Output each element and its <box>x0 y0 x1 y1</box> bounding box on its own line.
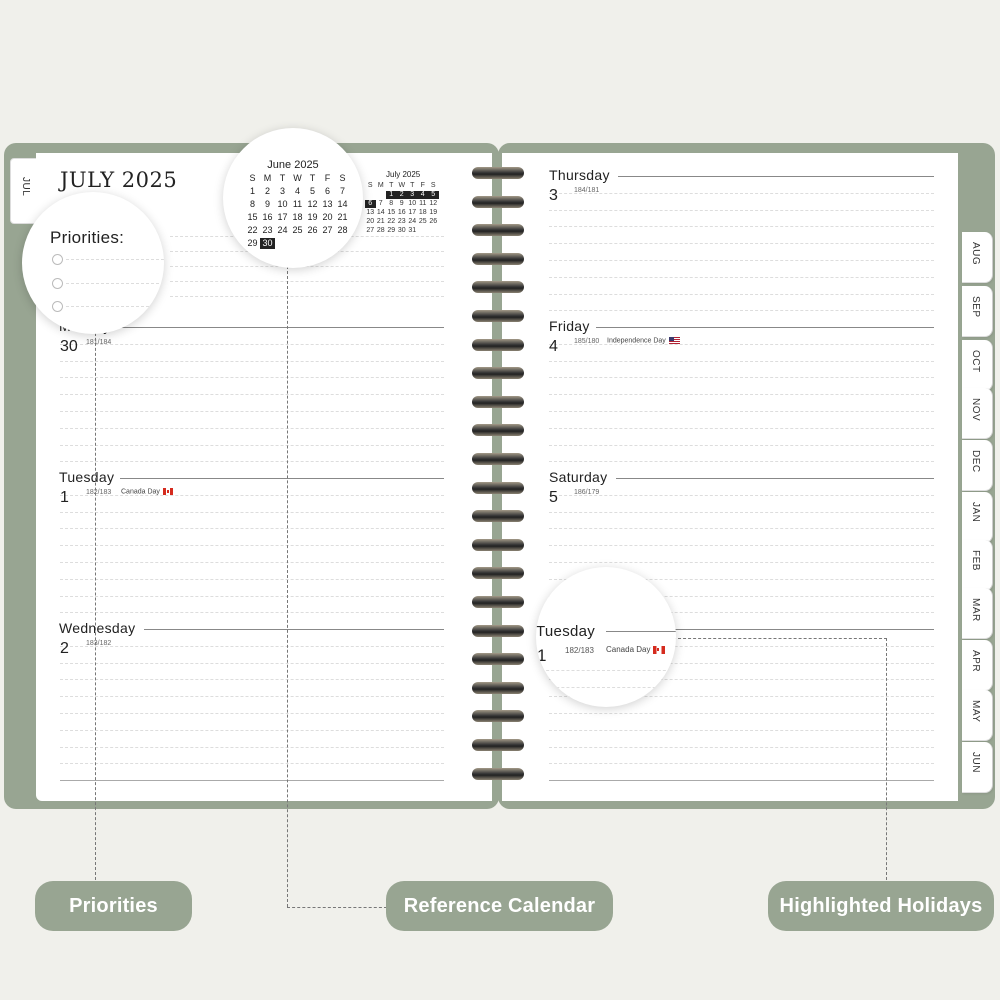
calendar-day: 2 <box>397 191 408 199</box>
calendar-day <box>418 227 429 235</box>
calendar-day: 9 <box>399 200 404 207</box>
calendar-day: 30 <box>260 238 275 249</box>
writing-line <box>549 763 934 764</box>
writing-line <box>549 260 934 261</box>
day-number: 5 <box>549 489 558 506</box>
writing-line <box>549 512 934 513</box>
calendar-day: 16 <box>397 209 406 216</box>
writing-line <box>549 545 934 546</box>
calendar-day: 29 <box>387 227 396 234</box>
month-tab-label: NOV <box>970 398 981 422</box>
writing-line <box>60 528 444 529</box>
writing-line <box>549 210 934 211</box>
writing-line <box>549 730 934 731</box>
day-header-rule <box>144 629 444 630</box>
calendar-day: 29 <box>247 238 258 248</box>
calendar-day <box>305 238 320 249</box>
calendar-connector <box>287 266 288 907</box>
day-name-friday: Friday <box>549 318 594 334</box>
writing-line <box>60 394 444 395</box>
weekday-header: S <box>367 182 373 189</box>
calendar-day: 18 <box>292 212 303 222</box>
priority-line <box>66 283 164 284</box>
writing-line <box>60 596 444 597</box>
month-tab-feb[interactable] <box>962 540 993 591</box>
coil-ring <box>472 167 524 179</box>
calendar-day: 17 <box>277 212 288 222</box>
coil-ring <box>472 682 524 694</box>
writing-line <box>549 428 934 429</box>
day-name-wednesday: Wednesday <box>59 620 139 636</box>
calendar-day: 5 <box>428 191 439 199</box>
coil-ring <box>472 596 524 608</box>
weekday-header: T <box>389 182 394 189</box>
coil-ring <box>472 367 524 379</box>
calendar-day: 25 <box>418 218 427 225</box>
coil-ring <box>472 625 524 637</box>
calendar-day: 26 <box>307 225 318 235</box>
calendar-day: 22 <box>387 218 396 225</box>
writing-line <box>60 461 444 462</box>
month-tab-label: JUL <box>20 177 31 197</box>
calendar-day <box>335 238 350 249</box>
weekday-header: F <box>324 173 331 183</box>
coil-ring <box>472 653 524 665</box>
zoom-day-name: Tuesday <box>536 623 596 640</box>
zoom-line <box>536 670 676 671</box>
writing-line <box>549 226 934 227</box>
page-bottom-rule <box>60 780 444 781</box>
writing-line <box>549 193 934 194</box>
calendar-day <box>320 238 335 249</box>
calendar-day: 20 <box>322 212 333 222</box>
writing-line <box>549 495 934 496</box>
month-tab-jan[interactable] <box>962 492 993 543</box>
month-tab-label: DEC <box>970 450 981 473</box>
writing-line <box>60 696 444 697</box>
day-header-rule <box>616 478 934 479</box>
day-of-year: 185/180 <box>574 338 600 345</box>
writing-line <box>549 747 934 748</box>
coil-ring <box>472 510 524 522</box>
weekday-header: W <box>398 182 406 189</box>
day-number: 1 <box>60 489 69 506</box>
coil-ring <box>472 768 524 780</box>
zoom-day-number: 1 <box>537 646 547 665</box>
coil-ring <box>472 710 524 722</box>
calendar-day: 27 <box>366 227 375 234</box>
calendar-day: 13 <box>366 209 375 216</box>
day-header-rule <box>618 176 934 177</box>
month-tab-label: MAR <box>970 598 981 622</box>
coil-ring <box>472 739 524 751</box>
writing-line <box>60 377 444 378</box>
writing-line <box>549 277 934 278</box>
month-tab-label: OCT <box>970 350 981 373</box>
calendar-day: 11 <box>292 199 303 209</box>
calendar-day: 15 <box>387 209 396 216</box>
calendar-day: 19 <box>307 212 318 222</box>
june-calendar-grid <box>245 173 350 249</box>
holiday-label <box>607 337 680 344</box>
calendar-day: 11 <box>419 200 427 207</box>
calendar-day: 2 <box>264 186 270 196</box>
day-of-year: 181/184 <box>86 339 112 346</box>
calendar-day: 3 <box>279 186 285 196</box>
writing-line <box>60 730 444 731</box>
zoom-day-of-year: 182/183 <box>565 646 594 655</box>
zoom-holiday-label <box>606 645 665 654</box>
holiday-magnifier <box>536 567 676 707</box>
writing-line <box>60 763 444 764</box>
calendar-day: 23 <box>262 225 273 235</box>
writing-line <box>60 495 444 496</box>
mini-calendar-title: July 2025 <box>386 170 421 179</box>
calendar-day: 25 <box>292 225 303 235</box>
weekday-header: S <box>249 173 256 183</box>
priority-line <box>66 259 164 260</box>
calendar-day: 17 <box>408 209 417 216</box>
calendar-day <box>428 227 439 235</box>
calendar-day: 12 <box>307 199 318 209</box>
month-tab-label: AUG <box>970 242 981 266</box>
weekday-header: M <box>263 173 272 183</box>
weekday-header: T <box>309 173 316 183</box>
writing-line <box>549 243 934 244</box>
weekday-header: F <box>420 182 425 189</box>
priorities-connector <box>95 298 96 880</box>
zoom-holiday-text: Canada Day <box>606 645 651 654</box>
coil-ring <box>472 567 524 579</box>
writing-line <box>549 445 934 446</box>
priority-writing-line <box>170 296 444 297</box>
writing-line <box>60 612 444 613</box>
day-name-thursday: Thursday <box>549 167 614 183</box>
priority-checkbox[interactable] <box>52 254 63 265</box>
calendar-day: 5 <box>309 186 315 196</box>
month-tab-dec[interactable] <box>962 440 993 491</box>
calendar-day: 9 <box>264 199 270 209</box>
coil-ring <box>472 424 524 436</box>
calendar-day: 14 <box>376 209 385 216</box>
holiday-connector <box>886 638 887 880</box>
writing-line <box>549 713 934 714</box>
month-title: JULY 2025 <box>60 168 178 192</box>
zoom-day-rule <box>606 631 676 632</box>
writing-line <box>60 747 444 748</box>
day-of-year: 184/181 <box>574 187 600 194</box>
calendar-day: 31 <box>408 227 417 234</box>
month-tab-jun[interactable] <box>962 742 993 793</box>
reference-calendar-magnifier <box>223 128 363 268</box>
calendar-day: 4 <box>418 191 429 199</box>
writing-line <box>60 445 444 446</box>
calendar-day: 6 <box>324 186 330 196</box>
day-number: 2 <box>60 640 69 657</box>
writing-line <box>60 663 444 664</box>
writing-line <box>60 679 444 680</box>
mini-calendar-july <box>365 182 439 235</box>
holiday-connector-horizontal <box>673 638 887 639</box>
calendar-day: 7 <box>378 200 383 207</box>
day-number: 3 <box>549 187 558 204</box>
calendar-day: 28 <box>337 225 348 235</box>
calendar-day: 13 <box>322 199 333 209</box>
calendar-day: 24 <box>408 218 417 225</box>
priority-writing-line <box>170 281 444 282</box>
priority-checkbox[interactable] <box>52 301 63 312</box>
weekday-header: S <box>430 182 436 189</box>
calendar-day: 20 <box>366 218 375 225</box>
calendar-day: 30 <box>397 227 406 234</box>
day-of-year: 183/182 <box>86 640 112 647</box>
coil-ring <box>472 310 524 322</box>
day-name-saturday: Saturday <box>549 469 611 485</box>
calendar-day: 4 <box>294 186 300 196</box>
calendar-day: 6 <box>365 200 376 208</box>
weekday-header: T <box>279 173 286 183</box>
zoom-line <box>536 687 676 688</box>
writing-line <box>60 579 444 580</box>
coil-ring <box>472 396 524 408</box>
calendar-day: 21 <box>376 218 385 225</box>
writing-line <box>60 411 444 412</box>
coil-ring <box>472 196 524 208</box>
calendar-day: 16 <box>262 212 273 222</box>
day-of-year: 182/183 <box>86 489 112 496</box>
calendar-day: 14 <box>337 199 348 209</box>
coil-ring <box>472 281 524 293</box>
calendar-day: 7 <box>339 186 345 196</box>
writing-line <box>60 344 444 345</box>
page-bottom-rule <box>549 780 934 781</box>
calendar-day: 22 <box>247 225 258 235</box>
calendar-day: 8 <box>389 200 394 207</box>
canada-flag-icon <box>163 488 173 495</box>
calendar-day: 26 <box>429 218 438 225</box>
priority-checkbox[interactable] <box>52 278 63 289</box>
priorities-magnifier <box>22 192 164 334</box>
writing-line <box>549 411 934 412</box>
writing-line <box>549 528 934 529</box>
weekday-header: T <box>410 182 415 189</box>
month-tab-label: APR <box>970 650 981 673</box>
writing-line <box>60 512 444 513</box>
calendar-day: 19 <box>429 209 438 216</box>
calendar-day: 10 <box>277 199 288 209</box>
reference-calendar-callout: Reference Calendar <box>386 881 613 931</box>
june-calendar-title: June 2025 <box>267 159 319 171</box>
calendar-day: 1 <box>386 191 397 199</box>
us-flag-icon <box>669 337 680 344</box>
calendar-day: 1 <box>249 186 255 196</box>
month-tab-may[interactable] <box>962 690 993 741</box>
priorities-label: Priorities: <box>50 228 125 247</box>
calendar-day: 21 <box>337 212 348 222</box>
calendar-day: 23 <box>397 218 406 225</box>
weekday-header: M <box>377 182 384 189</box>
coil-ring <box>472 539 524 551</box>
day-number: 30 <box>60 338 78 355</box>
holiday-text: Canada Day <box>121 488 160 496</box>
month-tab-mar[interactable] <box>962 588 993 639</box>
writing-line <box>60 361 444 362</box>
day-header-rule <box>118 327 444 328</box>
calendar-day: 18 <box>418 209 427 216</box>
month-tab-label: JUN <box>970 752 981 773</box>
highlighted-holidays-callout: Highlighted Holidays <box>768 881 994 931</box>
calendar-day: 28 <box>376 227 385 234</box>
writing-line <box>549 377 934 378</box>
calendar-day <box>376 191 387 199</box>
day-of-year: 186/179 <box>574 489 600 496</box>
holiday-label <box>121 488 173 495</box>
weekday-header: W <box>293 173 302 183</box>
writing-line <box>60 646 444 647</box>
month-tab-nov[interactable] <box>962 388 993 439</box>
coil-ring <box>472 453 524 465</box>
calendar-day: 24 <box>277 225 288 235</box>
writing-line <box>549 294 934 295</box>
month-tab-apr[interactable] <box>962 640 993 691</box>
day-header-rule <box>596 327 934 328</box>
calendar-day <box>365 191 376 199</box>
month-tab-oct[interactable] <box>962 340 993 391</box>
holiday-text: Independence Day <box>607 337 666 345</box>
coil-ring <box>472 224 524 236</box>
priority-line <box>66 306 164 307</box>
calendar-day: 15 <box>247 212 258 222</box>
priorities-callout: Priorities <box>35 881 192 931</box>
day-header-rule <box>120 478 444 479</box>
coil-ring <box>472 482 524 494</box>
writing-line <box>549 394 934 395</box>
writing-line <box>60 713 444 714</box>
writing-line <box>549 361 934 362</box>
weekday-header: S <box>339 173 346 183</box>
calendar-day: 27 <box>322 225 333 235</box>
writing-line <box>549 562 934 563</box>
calendar-day: 10 <box>408 200 417 207</box>
month-tab-label: JAN <box>970 502 981 523</box>
calendar-day: 8 <box>249 199 255 209</box>
calendar-day: 12 <box>429 200 438 207</box>
calendar-day <box>275 238 290 249</box>
month-tab-label: FEB <box>970 550 981 571</box>
calendar-day: 3 <box>407 191 418 199</box>
month-tab-label: SEP <box>970 296 981 318</box>
writing-line <box>60 545 444 546</box>
writing-line <box>60 562 444 563</box>
month-tab-sep[interactable] <box>962 286 993 337</box>
month-tab-label: MAY <box>970 700 981 723</box>
writing-line <box>60 428 444 429</box>
calendar-connector-horizontal <box>287 907 387 908</box>
writing-line <box>549 310 934 311</box>
day-name-tuesday: Tuesday <box>59 469 118 485</box>
coil-ring <box>472 253 524 265</box>
month-tab-aug[interactable] <box>962 232 993 283</box>
day-number: 4 <box>549 338 558 355</box>
calendar-day <box>290 238 305 249</box>
writing-line <box>549 461 934 462</box>
coil-ring <box>472 339 524 351</box>
canada-flag-icon <box>653 646 665 654</box>
